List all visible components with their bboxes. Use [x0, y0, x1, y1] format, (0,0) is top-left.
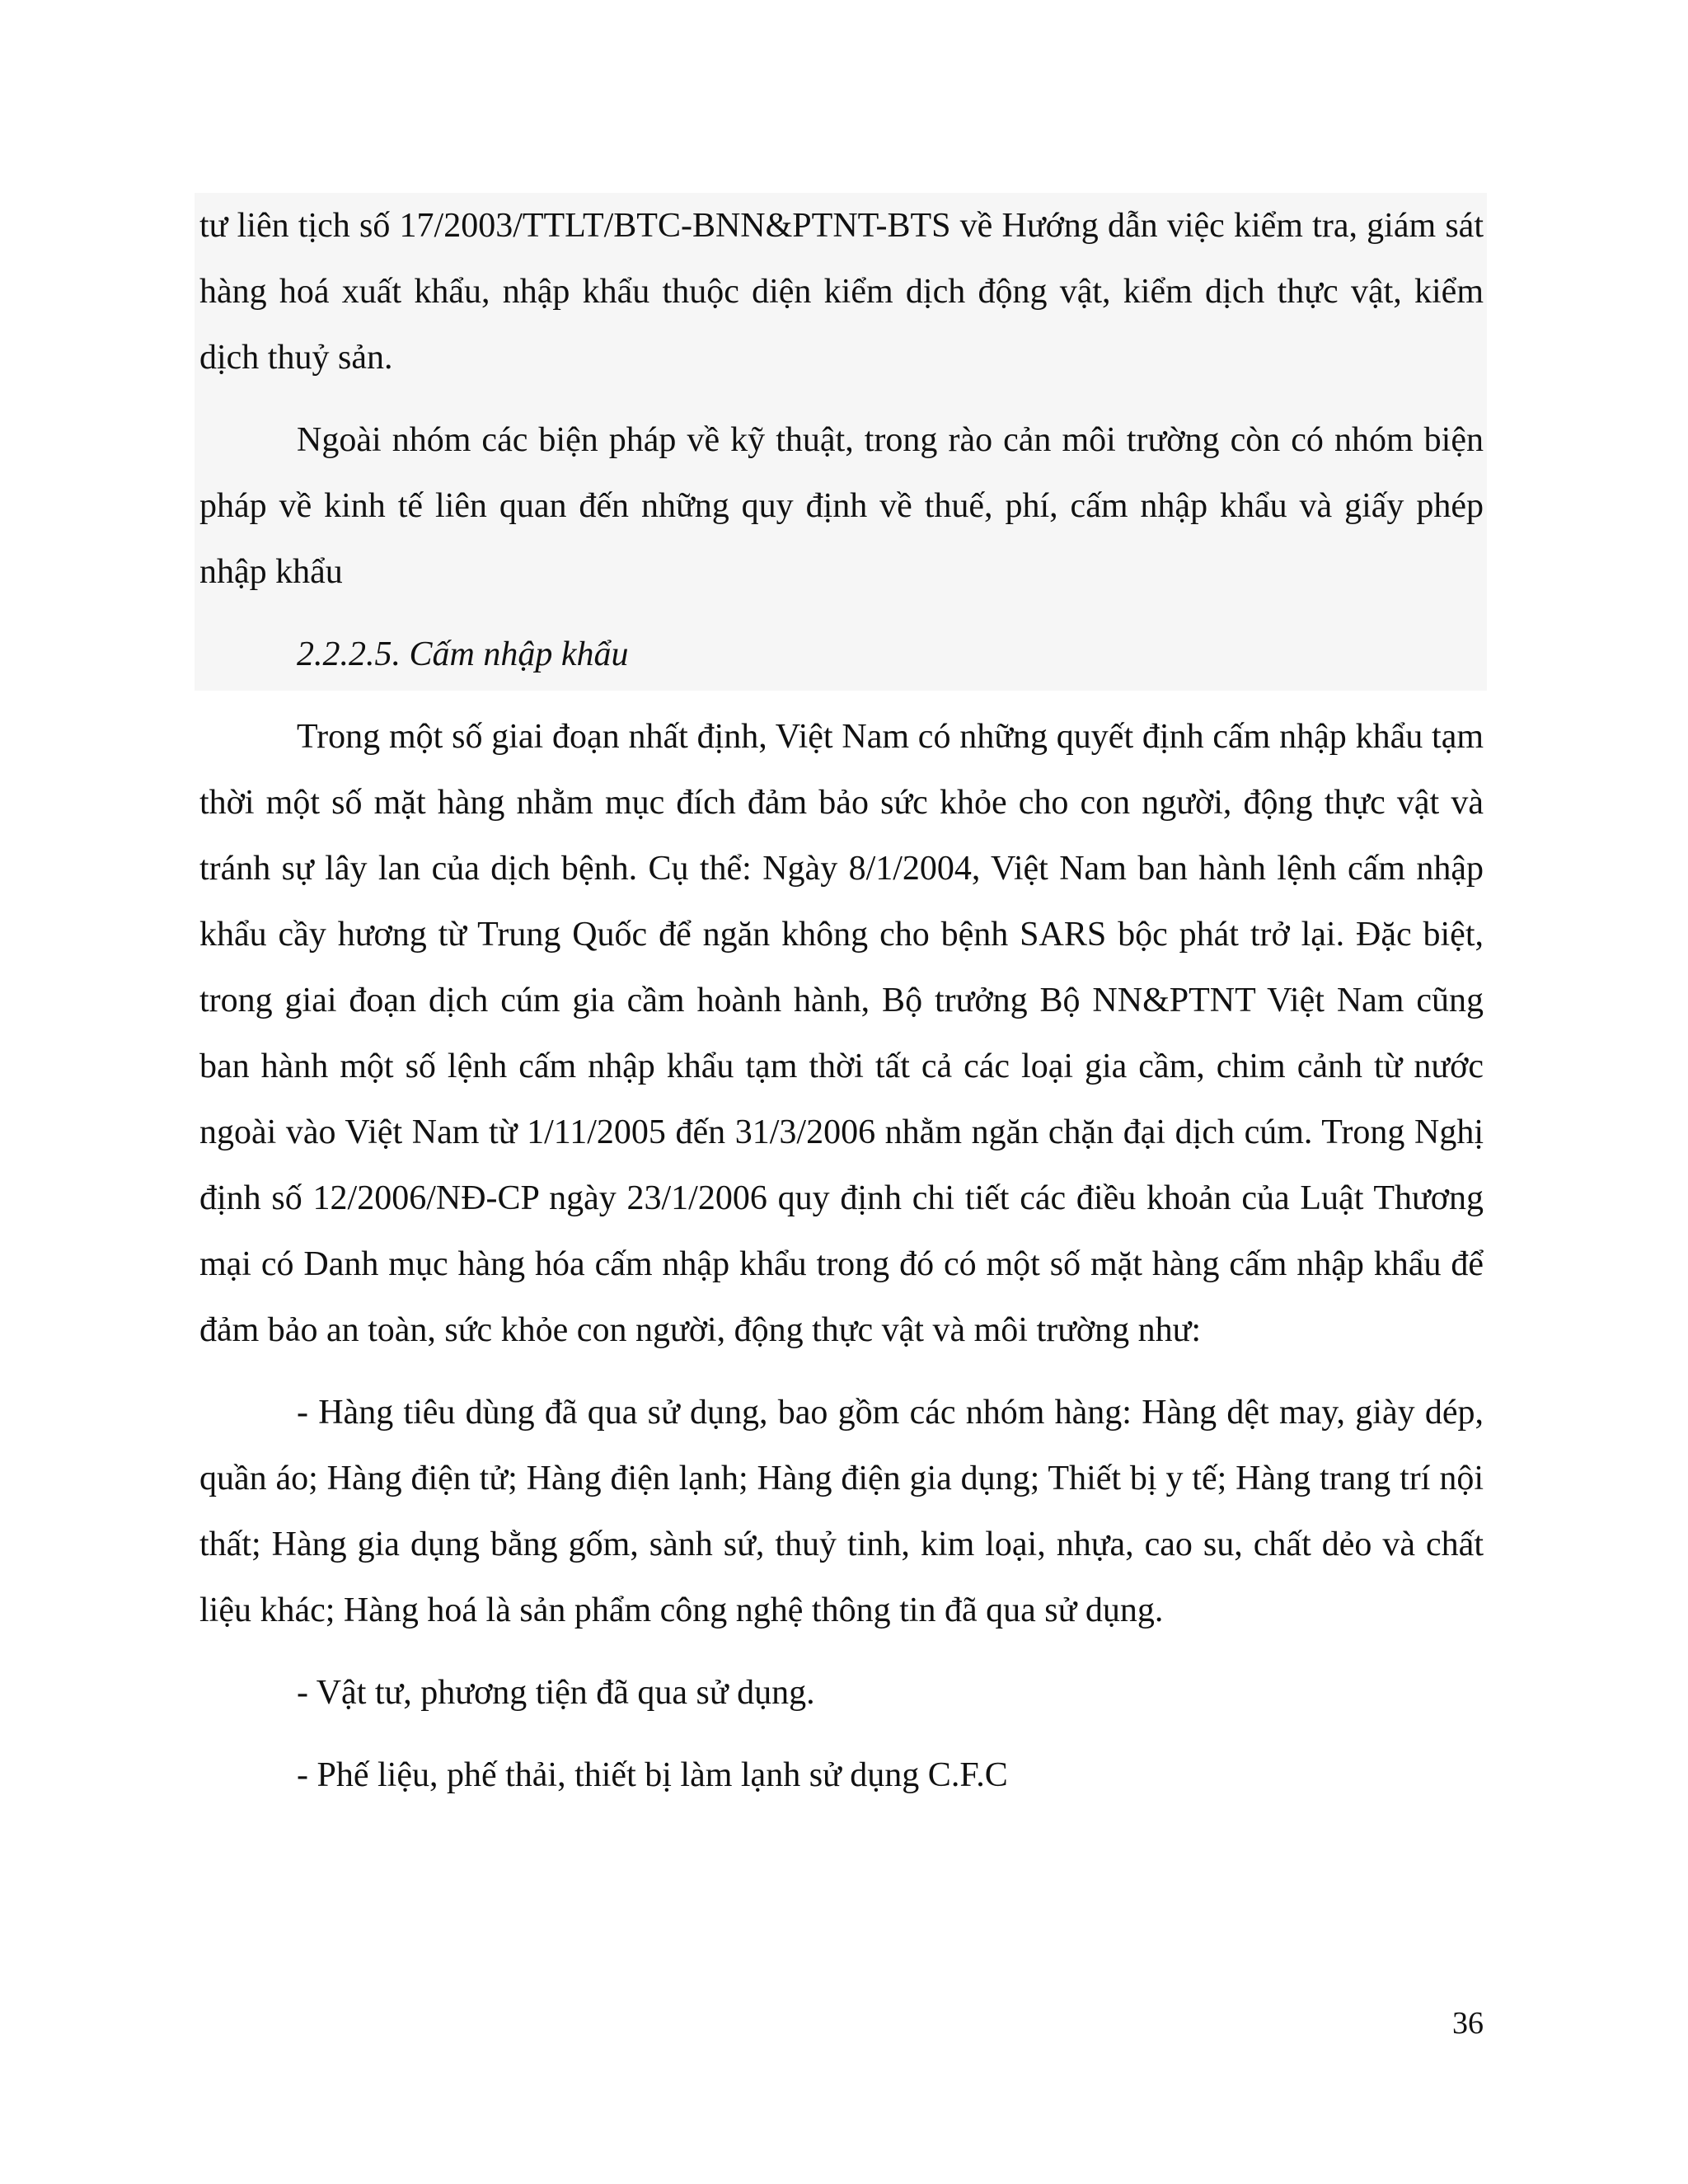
page-number: 36 [1452, 2006, 1484, 2041]
section-heading: 2.2.2.5. Cấm nhập khẩu [297, 635, 629, 673]
document-page [199, 193, 1484, 1808]
list-item-used-materials: - Vật tư, phương tiện đã qua sử dụng. [297, 1674, 815, 1712]
paragraph-continuation: tư liên tịch số 17/2003/TTLT/BTC-BNN&PTNT-BTS về Hướng dẫn việc kiểm tra, giám sát hàng hoá xuất khẩu, nhập khẩu thuộc diện kiểm dịch động vật, kiểm dịch thực vật, kiểm dịch thuỷ sản. [199, 207, 1484, 377]
list-item-used-consumer-goods: - Hàng tiêu dùng đã qua sử dụng, bao gồm các nhóm hàng: Hàng dệt may, giày dép, quần áo; Hàng điện tử; Hàng điện lạnh; Hàng điện gia dụng; Thiết bị y tế; Hàng trang trí nội thất; Hàng gia dụng bằng gốm, sành sứ, thuỷ tinh, kim loại, nhựa, cao su, chất dẻo và chất liệu khác; Hàng hoá là sản phẩm công nghệ thông tin đã qua sử dụng. [199, 1394, 1484, 1629]
paragraph-economic-measures: Ngoài nhóm các biện pháp về kỹ thuật, trong rào cản môi trường còn có nhóm biện pháp về kinh tế liên quan đến những quy định về thuế, phí, cấm nhập khẩu và giấy phép nhập khẩu [199, 421, 1484, 591]
list-item-scrap-cfc: - Phế liệu, phế thải, thiết bị làm lạnh sử dụng C.F.C [297, 1756, 1008, 1794]
paragraph-import-ban: Trong một số giai đoạn nhất định, Việt Nam có những quyết định cấm nhập khẩu tạm thời một số mặt hàng nhằm mục đích đảm bảo sức khỏe cho con người, động thực vật và tránh sự lây lan của dịch bệnh. Cụ thể: Ngày 8/1/2004, Việt Nam ban hành lệnh cấm nhập khẩu cầy hương từ Trung Quốc để ngăn không cho bệnh SARS bộc phát trở lại. Đặc biệt, trong giai đoạn dịch cúm gia cầm hoành hành, Bộ trưởng Bộ NN&PTNT Việt Nam cũng ban hành một số lệnh cấm nhập khẩu tạm thời tất cả các loại gia cầm, chim cảnh từ nước ngoài vào Việt Nam từ 1/11/2005 đến 31/3/2006 nhằm ngăn chặn đại dịch cúm. Trong Nghị định số 12/2006/NĐ-CP ngày 23/1/2006 quy định chi tiết các điều khoản của Luật Thương mại có Danh mục hàng hóa cấm nhập khẩu trong đó có một số mặt hàng cấm nhập khẩu để đảm bảo an toàn, sức khỏe con người, động thực vật và môi trường như: [199, 718, 1484, 1349]
